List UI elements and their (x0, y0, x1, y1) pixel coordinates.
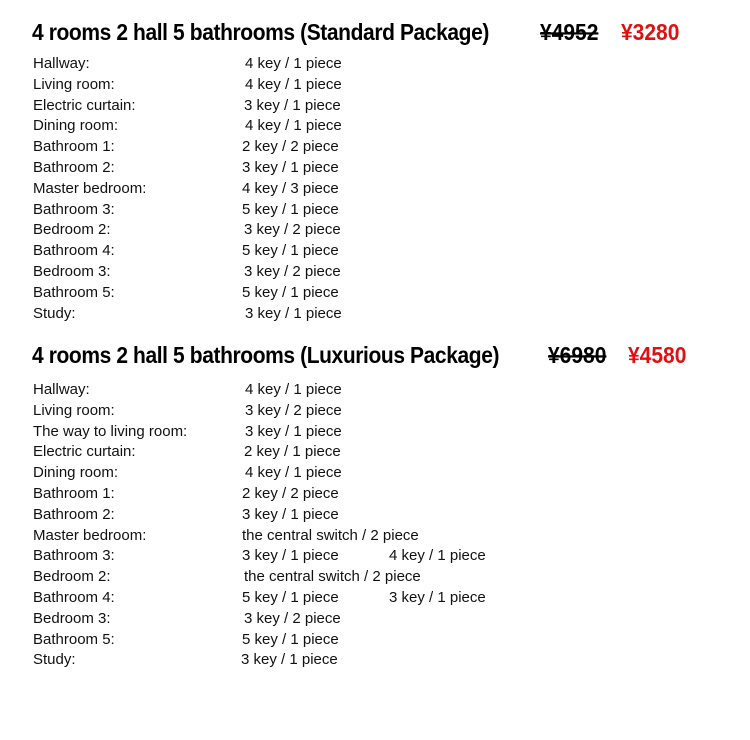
sale-price: ¥3280 (621, 20, 680, 46)
list-item (0, 283, 750, 304)
switch-spec: 3 key / 2 piece (245, 401, 342, 419)
original-price: ¥4952 (540, 20, 599, 46)
room-label: Master bedroom: (33, 179, 147, 197)
room-label: Study: (33, 651, 76, 669)
list-item (0, 505, 750, 526)
room-label: Dining room: (33, 117, 119, 135)
item-list (0, 54, 750, 324)
switch-spec: the central switch / 2 piece (244, 568, 421, 586)
room-label: Bathroom 1: (33, 138, 115, 156)
switch-spec: 3 key / 2 piece (244, 262, 341, 280)
room-label: Master bedroom: (33, 526, 147, 544)
list-item (0, 546, 750, 567)
list-item (0, 380, 750, 401)
list-item (0, 54, 750, 75)
list-item (0, 567, 750, 588)
extra-switch-spec: 3 key / 1 piece (389, 588, 486, 606)
list-item (0, 442, 750, 463)
switch-spec: 3 key / 1 piece (245, 304, 342, 322)
list-item (0, 158, 750, 179)
switch-spec: 2 key / 1 piece (244, 443, 341, 461)
switch-spec: 3 key / 1 piece (242, 158, 339, 176)
switch-spec: 2 key / 2 piece (242, 484, 339, 502)
sale-price: ¥4580 (628, 343, 687, 369)
list-item (0, 304, 750, 325)
switch-spec: 3 key / 2 piece (244, 221, 341, 239)
room-label: Bathroom 3: (33, 200, 115, 218)
list-item (0, 401, 750, 422)
switch-spec: 3 key / 1 piece (242, 547, 339, 565)
room-label: Electric curtain: (33, 96, 136, 114)
switch-spec: 5 key / 1 piece (242, 242, 339, 260)
switch-spec: 5 key / 1 piece (242, 630, 339, 648)
list-item (0, 75, 750, 96)
list-item (0, 137, 750, 158)
switch-spec: 4 key / 1 piece (245, 464, 342, 482)
extra-switch-spec: 4 key / 1 piece (389, 547, 486, 565)
room-label: Living room: (33, 401, 115, 419)
list-item (0, 609, 750, 630)
list-item (0, 463, 750, 484)
standard-package (0, 20, 750, 324)
switch-spec: 3 key / 2 piece (244, 609, 341, 627)
list-item (0, 200, 750, 221)
room-label: Electric curtain: (33, 443, 136, 461)
switch-spec: 4 key / 1 piece (245, 55, 342, 72)
switch-spec: 3 key / 1 piece (245, 422, 342, 440)
luxurious-package (0, 343, 750, 671)
list-item (0, 220, 750, 241)
package-header (0, 20, 750, 54)
switch-spec: 3 key / 1 piece (242, 505, 339, 523)
package-title: 4 rooms 2 hall 5 bathrooms (Luxurious Package) (32, 343, 500, 369)
switch-spec: 5 key / 1 piece (242, 588, 339, 606)
switch-spec: 3 key / 1 piece (244, 96, 341, 114)
package-title: 4 rooms 2 hall 5 bathrooms (Standard Package) (32, 20, 489, 46)
room-label: Hallway: (33, 55, 90, 72)
room-label: Bathroom 2: (33, 158, 115, 176)
list-item (0, 241, 750, 262)
list-item (0, 262, 750, 283)
room-label: Bathroom 5: (33, 283, 115, 301)
room-label: Bedroom 2: (33, 568, 111, 586)
list-item (0, 588, 750, 609)
room-label: Bathroom 1: (33, 484, 115, 502)
room-label: Study: (33, 304, 76, 322)
room-label: Bathroom 4: (33, 242, 115, 260)
list-item (0, 484, 750, 505)
switch-spec: 4 key / 1 piece (245, 381, 342, 398)
switch-spec: 5 key / 1 piece (242, 283, 339, 301)
list-item (0, 116, 750, 137)
room-label: Bathroom 2: (33, 505, 115, 523)
room-label: Bathroom 5: (33, 630, 115, 648)
list-item (0, 179, 750, 200)
list-item (0, 630, 750, 651)
list-item (0, 650, 750, 671)
room-label: Bedroom 2: (33, 221, 111, 239)
switch-spec: the central switch / 2 piece (242, 526, 419, 544)
room-label: Bathroom 3: (33, 547, 115, 565)
switch-spec: 2 key / 2 piece (242, 138, 339, 156)
room-label: Hallway: (33, 381, 90, 398)
switch-spec: 3 key / 1 piece (241, 651, 338, 669)
list-item (0, 422, 750, 443)
list-item (0, 96, 750, 117)
package-header (0, 343, 750, 377)
switch-spec: 5 key / 1 piece (242, 200, 339, 218)
switch-spec: 4 key / 1 piece (245, 75, 342, 93)
room-label: Living room: (33, 75, 115, 93)
list-item (0, 526, 750, 547)
item-list (0, 380, 750, 671)
switch-spec: 4 key / 1 piece (245, 117, 342, 135)
room-label: Bedroom 3: (33, 262, 111, 280)
room-label: Bathroom 4: (33, 588, 115, 606)
original-price: ¥6980 (548, 343, 607, 369)
room-label: Dining room: (33, 464, 119, 482)
room-label: Bedroom 3: (33, 609, 111, 627)
room-label: The way to living room: (33, 422, 188, 440)
switch-spec: 4 key / 3 piece (242, 179, 339, 197)
